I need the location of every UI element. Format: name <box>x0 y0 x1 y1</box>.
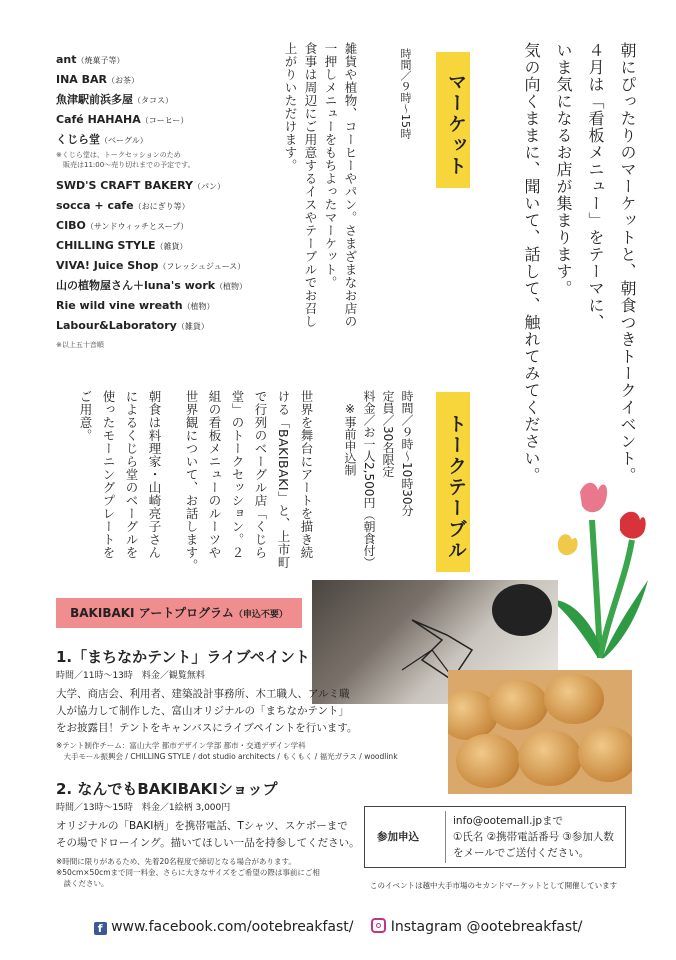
note-line: ※50cm×50cmまで同一料金、さらに大きなサイズをご希望の際は事前にご相 <box>56 868 320 877</box>
shop-item: CHILLING STYLE（雑貨） <box>56 239 188 252</box>
talk-info-line: 時間／９時〜10時30分 <box>400 390 414 517</box>
facebook-link[interactable]: www.facebook.com/ootebreakfast/ <box>111 919 354 935</box>
body-line: 大学、商店会、利用者、建築設計事務所、木工職人、アルミ職 <box>56 688 350 700</box>
talk-desc2-line: 使ったモーニングプレートを <box>101 390 116 559</box>
talk-info-line: 定員／30名限定 <box>381 390 395 478</box>
shop-item: SWD'S CRAFT BAKERY（パン） <box>56 179 225 192</box>
shop-program-title: 2. なんでもBAKIBAKIショップ <box>56 780 278 798</box>
intro-text <box>515 42 643 484</box>
shop-program-body <box>56 818 360 852</box>
bagel <box>488 680 548 730</box>
bagel <box>578 726 632 782</box>
market-desc-line: 一押しメニューをもちよったマーケット。 <box>323 42 338 289</box>
shop-program-notes <box>56 856 320 889</box>
talk-desc2-line: によるくじら堂のベーグルを <box>124 390 139 559</box>
shop-item: Rie wild vine wreath（植物） <box>56 299 215 312</box>
talk-desc2-line: ご用意。 <box>78 390 93 442</box>
note-line: 談ください。 <box>56 879 109 888</box>
body-line: オリジナルの「BAKI柄」を携帯電話、Tシャツ、スケボーまで <box>56 820 348 832</box>
shop-list <box>56 50 286 350</box>
apply-box <box>364 806 626 868</box>
talk-desc-line: 世界観について、お話します。 <box>184 390 199 572</box>
talk-desc-line: 組の看板メニューのルーツや <box>207 390 222 559</box>
bagel <box>544 674 604 724</box>
art-program-label: BAKIBAKI アートプログラム（申込不要） <box>56 598 302 628</box>
shop-item: CIBO（サンドウィッチとスープ） <box>56 219 189 232</box>
talk-description <box>180 390 318 572</box>
apply-label: 参加申込 <box>377 831 419 843</box>
shop-item: ant（焼菓子等） <box>56 53 125 66</box>
shop-footnote: ※以上五十音順 <box>56 341 104 349</box>
shop-program-time: 時間／13時〜15時 料金／1絵柄 3,000円 <box>56 803 231 813</box>
instagram-icon <box>371 918 386 933</box>
shop-item: くじら堂（ベーグル） <box>56 133 148 146</box>
live-paint-title: 1.「まちなかテント」ライブペイント <box>56 648 310 666</box>
shop-item: Café HAHAHA（コーヒー） <box>56 113 189 126</box>
apply-line: ①氏名 ②携帯電話番号 ③参加人数 <box>453 831 614 843</box>
live-paint-notes <box>56 740 398 762</box>
intro-line: ４月は「看板メニュー」をテーマに、 <box>586 42 605 331</box>
bagel-photo <box>448 670 632 794</box>
tulip-flower <box>580 483 607 513</box>
live-paint-body <box>56 686 357 737</box>
talk-desc-line: 堂」のトークセッション。２ <box>230 390 245 559</box>
market-desc-line: 食事は周辺にご用意するイスやテーブルでお召し <box>303 42 318 328</box>
market-time: 時間／９時〜15時 <box>399 48 412 139</box>
shop-item: socca + cafe（おにぎり等） <box>56 199 190 212</box>
note-line: 大手モール振興会 / CHILLING STYLE / dot studio architects / もくもく / 福光ガラス / woodlink <box>56 752 398 761</box>
note-line: ※時間に限りがあるため、先着20名程度で締切となる場合があります。 <box>56 857 296 866</box>
shop-item: Labour&Laboratory（雑貨） <box>56 319 209 332</box>
shop-item: 山の植物屋さん＋luna's work（植物） <box>56 279 248 292</box>
artist-silhouette <box>492 584 552 636</box>
apply-email[interactable]: info@ootemall.jpまで <box>453 815 564 827</box>
talk-desc-line: 世界を舞台にアートを描き続 <box>299 390 314 559</box>
tulip-flower <box>558 534 578 555</box>
talk-breakfast-description <box>74 390 166 559</box>
apply-divider <box>445 811 446 863</box>
live-paint-time: 時間／11時〜13時 料金／観覧無料 <box>56 671 205 681</box>
intro-line: 朝にぴったりのマーケットと、朝食つきトークイベント。 <box>618 42 637 484</box>
shop-note: 販売は11:00〜売り切れまでの予定です。 <box>56 161 195 169</box>
body-line: 人が協力して制作した、富山オリジナルの「まちなかテント」 <box>56 705 349 717</box>
instagram-link[interactable]: @ootebreakfast/ <box>466 919 583 935</box>
instagram-label: Instagram <box>390 919 462 935</box>
facebook-icon: f <box>94 922 107 935</box>
market-desc-line: 雑貨や植物、コーヒーやパン。さまざまなお店の <box>343 42 358 328</box>
apply-line: をメールでご送付ください。 <box>453 847 590 859</box>
talk-desc2-line: 朝食は料理家・山崎亮子さん <box>147 390 162 559</box>
body-line: をお披露目！テントをキャンバスにライブペイントを行います。 <box>56 722 358 734</box>
tulip-flower <box>620 512 646 539</box>
market-desc-line: 上がりいただけます。 <box>283 42 298 172</box>
talk-desc-line: ける「BAKIBAKI」と、上市町 <box>276 390 291 570</box>
note-line: ※テント制作チーム：富山大学 都市デザイン学部 都市・交通デザイン学科 <box>56 741 306 750</box>
bagel <box>456 734 520 788</box>
talk-info <box>340 390 416 568</box>
apply-instructions <box>453 813 614 861</box>
market-label: マーケット <box>436 52 470 188</box>
talk-desc-line: で行列のベーグル店「くじら <box>253 390 268 559</box>
market-description <box>280 42 360 328</box>
talk-label: トークテーブル <box>436 392 470 572</box>
body-line: その場でドローイング。描いてほしい一品を持参してください。 <box>56 837 360 849</box>
intro-line: 気の向くままに、聞いて、話して、触れてみてください。 <box>522 42 541 484</box>
talk-info-line: 料金／お一人2,500円（朝食付） <box>362 390 376 569</box>
talk-info-line: ※事前申込制 <box>343 390 357 476</box>
shop-note: ※くじら堂は、トークセッションのため <box>56 151 181 159</box>
shop-item: 魚津駅前浜多屋（タコス） <box>56 93 173 106</box>
shop-item: VIVA! Juice Shop（フレッシュジュース） <box>56 259 246 272</box>
bagel <box>518 730 582 786</box>
shop-item: INA BAR（お茶） <box>56 73 140 86</box>
host-note: このイベントは越中大手市場のセカンドマーケットとして開催しています <box>370 881 618 890</box>
footer <box>0 918 676 935</box>
intro-line: いま気になるお店が集まります。 <box>554 42 573 297</box>
